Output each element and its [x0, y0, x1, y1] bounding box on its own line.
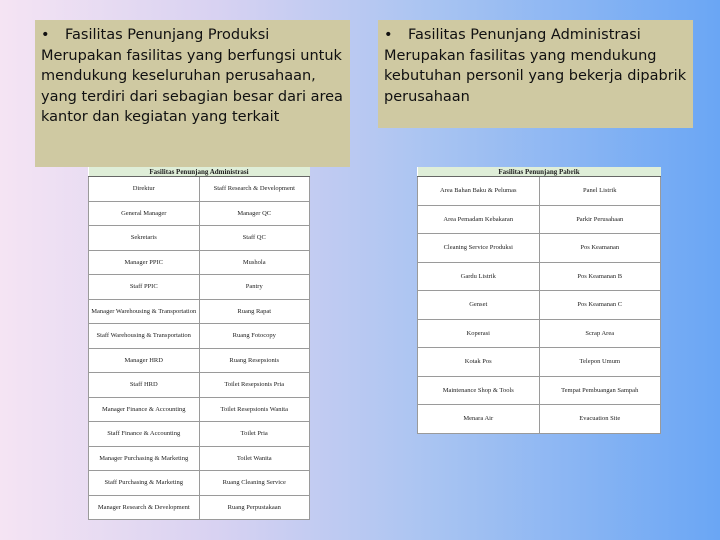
table-cell: Scrap Area	[539, 319, 661, 348]
table-title: Fasilitas Penunjang Pabrik	[418, 167, 661, 177]
table-cell: Tempat Pembuangan Sampah	[539, 376, 661, 405]
table-row	[418, 234, 661, 263]
table-row	[418, 205, 661, 234]
table-cell: Manager Warehousing & Transportation	[89, 299, 200, 324]
table-cell: Pos Keamanan	[539, 234, 661, 263]
table-row	[89, 348, 310, 373]
table-cell: Telepon Umum	[539, 348, 661, 377]
table-cell: Genset	[418, 291, 540, 320]
table-row	[89, 177, 310, 202]
table-row	[418, 291, 661, 320]
table-cell: Area Pemadam Kebakaran	[418, 205, 540, 234]
table-cell: Sekretaris	[89, 226, 200, 251]
table-cell: Staff Purchasing & Marketing	[89, 471, 200, 496]
table-cell: Parkir Perusahaan	[539, 205, 661, 234]
table-cell: Pantry	[199, 275, 310, 300]
box-body: Merupakan fasilitas yang mendukung kebutuhan personil yang bekerja dipabrik perusahaan	[384, 47, 687, 105]
table-row	[89, 471, 310, 496]
table-cell: Toilet Pria	[199, 422, 310, 447]
table-cell: Staff HRD	[89, 373, 200, 398]
table-cell: Ruang Fotocopy	[199, 324, 310, 349]
bullet-icon: •	[384, 27, 393, 43]
table-cell: Manager Purchasing & Marketing	[89, 446, 200, 471]
table-cell: Ruang Perpustakaan	[199, 495, 310, 520]
table-cell: Manager Research & Development	[89, 495, 200, 520]
table-cell: Menara Air	[418, 405, 540, 434]
bullet-icon: •	[41, 27, 50, 43]
table-row	[89, 397, 310, 422]
table-cell: Staff Research & Development	[199, 177, 310, 202]
table-row	[89, 422, 310, 447]
table-row	[89, 299, 310, 324]
table-cell: Ruang Resepsionis	[199, 348, 310, 373]
table-row	[89, 226, 310, 251]
table-cell: Gardu Listrik	[418, 262, 540, 291]
table-cell: Staff Warehousing & Transportation	[89, 324, 200, 349]
table-row	[89, 495, 310, 520]
table-row	[89, 446, 310, 471]
table-row	[89, 275, 310, 300]
table-cell: Ruang Cleaning Service	[199, 471, 310, 496]
table-cell: Manager Finance & Accounting	[89, 397, 200, 422]
table-row	[418, 376, 661, 405]
table-row	[89, 201, 310, 226]
table-row	[418, 319, 661, 348]
table-cell: Toilet Resepsionis Wanita	[199, 397, 310, 422]
table-cell: Maintenance Shop & Tools	[418, 376, 540, 405]
table-row	[418, 348, 661, 377]
table-cell: Pos Keamanan B	[539, 262, 661, 291]
table-row	[418, 262, 661, 291]
table-cell: Mushola	[199, 250, 310, 275]
table-row	[89, 324, 310, 349]
table-cell: Manager QC	[199, 201, 310, 226]
table-cell: Area Bahan Baku & Pelumas	[418, 177, 540, 206]
table-cell: Staff QC	[199, 226, 310, 251]
table-title: Fasilitas Penunjang Administrasi	[89, 167, 310, 177]
administration-facility-table	[88, 167, 310, 520]
table-cell: Toilet Resepsionis Pria	[199, 373, 310, 398]
table-cell: Direktur	[89, 177, 200, 202]
table-cell: Staff PPIC	[89, 275, 200, 300]
box-heading: Fasilitas Penunjang Produksi	[65, 27, 270, 43]
factory-facility-table	[417, 167, 661, 434]
table-cell: General Manager	[89, 201, 200, 226]
table-cell: Staff Finance & Accounting	[89, 422, 200, 447]
box-heading: Fasilitas Penunjang Administrasi	[408, 27, 641, 43]
box-body: Merupakan fasilitas yang berfungsi untuk mendukung keseluruhan perusahaan, yang terdiri dari sebagian besar dari area kantor dan kegiatan yang terkait	[41, 47, 343, 125]
table-cell: Cleaning Service Produksi	[418, 234, 540, 263]
administration-facility-box	[378, 20, 693, 128]
table-cell: Manager PPIC	[89, 250, 200, 275]
table-cell: Evacuation Site	[539, 405, 661, 434]
table-cell: Ruang Rapat	[199, 299, 310, 324]
table-cell: Panel Listrik	[539, 177, 661, 206]
table-cell: Kotak Pos	[418, 348, 540, 377]
table-cell: Manager HRD	[89, 348, 200, 373]
table-row	[89, 250, 310, 275]
production-facility-box	[35, 20, 350, 167]
table-row	[89, 373, 310, 398]
table-cell: Pos Keamanan C	[539, 291, 661, 320]
table-cell: Koperasi	[418, 319, 540, 348]
table-row	[418, 177, 661, 206]
table-row	[418, 405, 661, 434]
table-cell: Toilet Wanita	[199, 446, 310, 471]
